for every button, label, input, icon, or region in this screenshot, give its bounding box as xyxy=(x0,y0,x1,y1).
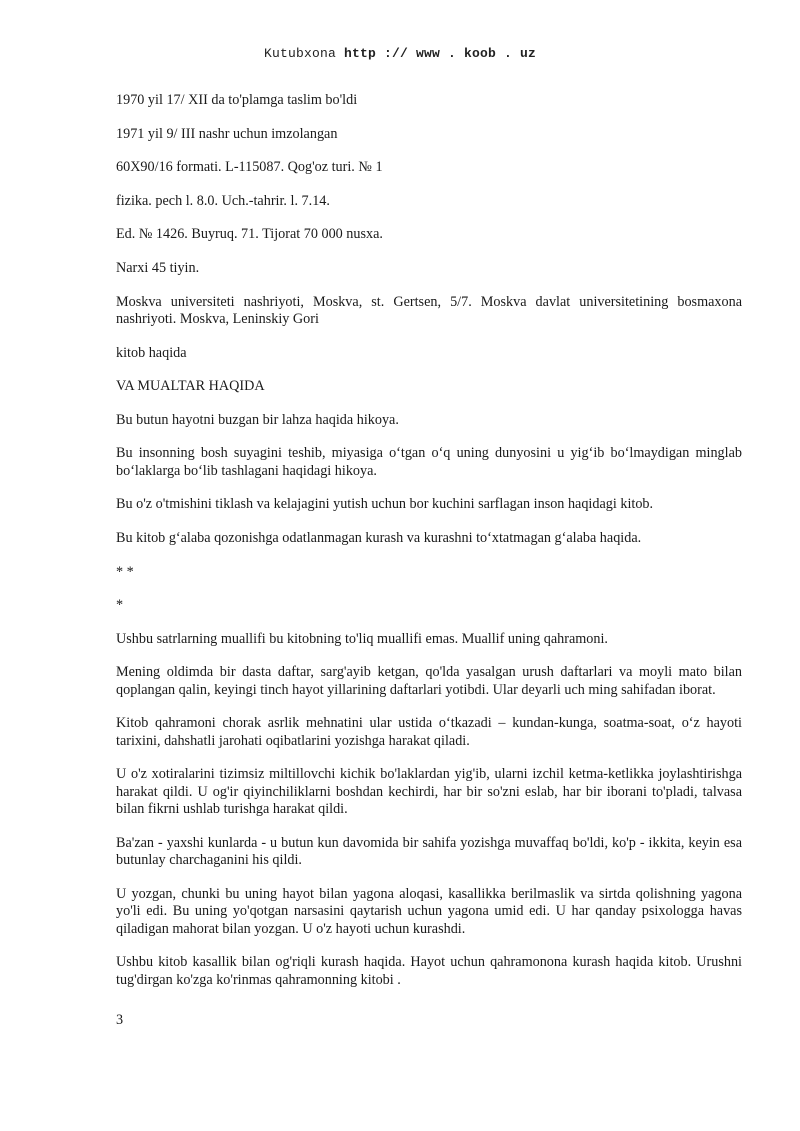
colophon-publisher: Moskva universiteti nashriyoti, Moskva, st. Gertsen, 5/7. Moskva davlat universitetining bosmaxona nashriyoti. Moskva, Leninskiy Gori xyxy=(116,293,742,327)
colophon-format: 60X90/16 formati. L-115087. Qog'oz turi. № 1 xyxy=(116,159,383,176)
page-header xyxy=(0,46,800,61)
body-paragraph: Kitob qahramoni chorak asrlik mehnatini ular ustida o‘tkazadi – kundan-kunga, soatma-soat, o‘z hayoti tarixini, dahshatli jarohati oqibatlarini yozishga harakat qiladi. xyxy=(116,715,742,749)
document-body xyxy=(116,92,742,1005)
body-paragraph: Ushbu satrlarning muallifi bu kitobning to'liq muallifi emas. Muallif uning qahramoni. xyxy=(116,630,608,647)
colophon-sheets: fizika. pech l. 8.0. Uch.-tahrir. l. 7.14. xyxy=(116,192,330,209)
colophon-edition: Ed. № 1426. Buyruq. 71. Tijorat 70 000 nusxa. xyxy=(116,226,383,243)
body-paragraph: Bu o'z o'tmishini tiklash va kelajagini yutish uchun bor kuchini sarflagan inson haqidagi kitob. xyxy=(116,496,654,513)
colophon-submitted: 1970 yil 17/ XII da to'plamga taslim bo'ldi xyxy=(116,92,358,108)
body-paragraph: Ushbu kitob kasallik bilan og'riqli kurash haqida. Hayot uchun qahramonona kurash haqida kitob. Urushni tug'dirgan ko'zga ko'rinmas qahramonning kitobi . xyxy=(116,954,742,988)
body-paragraph: U yozgan, chunki bu uning hayot bilan yagona aloqasi, kasallikka berilmaslik va sirtda qolishning yagona yo'li edi. Bu uning yo'qotgan narsasini qaytarish uchun yagona umid edi. U har qanday psixologga havas qiladigan mahorat bilan yozgan. U o'z hayoti uchun kurashdi. xyxy=(116,885,742,937)
section-heading-about-book: kitob haqida xyxy=(116,344,187,361)
body-paragraph: Bu insonning bosh suyagini teshib, miyasiga o‘tgan o‘q uning dunyosini u yig‘ib bo‘lmaydigan minglab bo‘laklarga bo‘lib tashlagani haqidagi hikoya. xyxy=(116,445,742,479)
body-paragraph: Mening oldimda bir dasta daftar, sarg'ayib ketgan, qo'lda yasalgan urush daftarlari va moyli mato bilan qoplangan qalin, keyingi tinch hayot yillarining daftarlari yotibdi. Ular deyarli uch ming sahifadan iborat. xyxy=(116,664,742,698)
site-name: Kutubxona xyxy=(263,46,336,61)
body-paragraph: Bu butun hayotni buzgan bir lahza haqida hikoya. xyxy=(116,411,399,428)
body-paragraph: Bu kitob g‘alaba qozonishga odatlanmagan kurash va kurashni to‘xtatmagan g‘alaba haqida. xyxy=(116,529,642,546)
page-number: 3 xyxy=(116,1012,124,1028)
colophon-price: Narxi 45 tiyin. xyxy=(116,259,200,276)
body-paragraph: Ba'zan - yaxshi kunlarda - u butun kun davomida bir sahifa yozishga muvaffaq bo'ldi, ko'p - ikkita, keyin esa butunlay charchaganini his qildi. xyxy=(116,834,742,869)
site-url: http :// www . koob . uz xyxy=(344,46,537,61)
body-paragraph: U o'z xotiralarini tizimsiz miltillovchi kichik bo'laklardan yig'ib, ularni izchil ketma-ketlikka joylashtirishga harakat qildi. U og'ir qiyinchiliklarni boshdan kechirdi, har bir so'zni eslab, har bir iborani to'pladi, talvasa bilan fikrni ushlab turishga harakat qildi. xyxy=(116,766,742,818)
separator-star: * xyxy=(116,597,124,614)
separator-stars: * * xyxy=(116,563,134,580)
colophon-signed: 1971 yil 9/ III nashr uchun imzolangan xyxy=(116,125,338,142)
section-heading-about-authors: VA MUALTAR HAQIDA xyxy=(116,378,265,395)
